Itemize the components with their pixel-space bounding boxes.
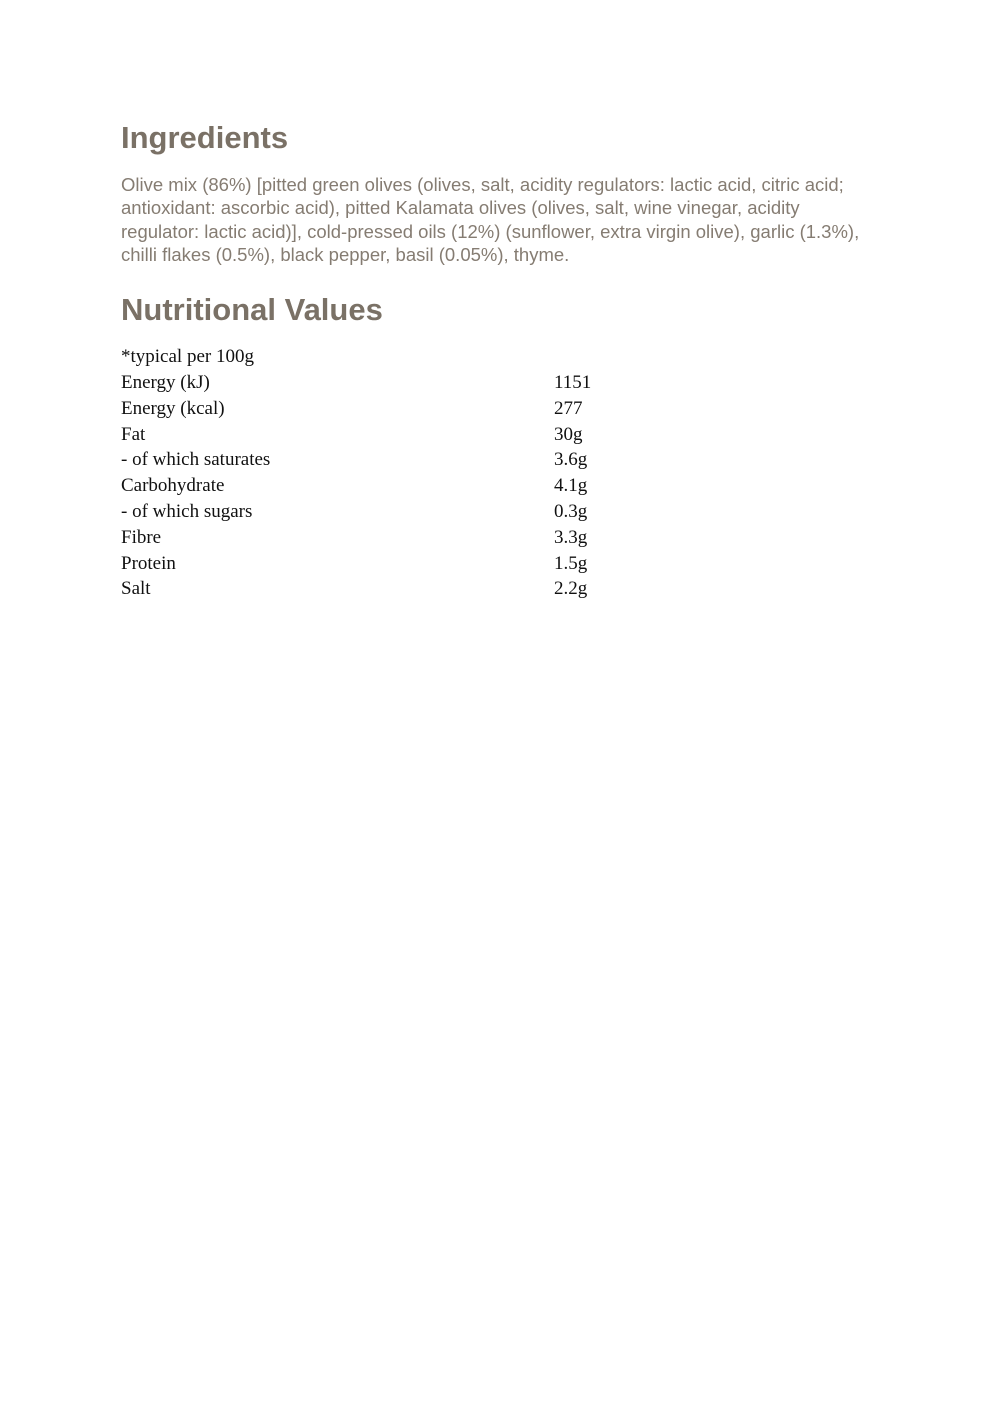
table-row — [121, 422, 881, 448]
nutrition-basis: *typical per 100g — [121, 346, 254, 368]
table-row — [121, 447, 881, 473]
table-row — [121, 525, 881, 551]
nutrient-label: Protein — [121, 552, 176, 574]
nutrient-value: 277 — [554, 397, 583, 419]
ingredients-text: Olive mix (86%) [pitted green olives (olives, salt, acidity regulators: lactic acid, citric acid; antioxidant: ascorbic acid), pitted Kalamata olives (olives, salt, wine vinegar, acidity regulator: lactic acid)], cold-pressed oils (12%) (sunflower, extra virgin olive), garlic (1.3%), chilli flakes (0.5%), black pepper, basil (0.05%), thyme. — [121, 174, 860, 265]
nutrition-basis-row — [121, 344, 881, 370]
nutrient-value: 3.6g — [554, 449, 588, 471]
nutrient-label: Fat — [121, 423, 146, 445]
nutrition-heading: Nutritional Values — [121, 292, 383, 328]
nutrient-label: - of which saturates — [121, 449, 271, 471]
ingredients-heading: Ingredients — [121, 120, 289, 155]
table-row — [121, 499, 881, 525]
nutrient-value: 0.3g — [554, 500, 588, 522]
table-row — [121, 551, 881, 577]
nutrient-value: 1151 — [554, 371, 592, 393]
nutrient-value: 1.5g — [554, 552, 588, 574]
table-row — [121, 396, 881, 422]
nutrient-value: 3.3g — [554, 526, 588, 548]
table-row — [121, 370, 881, 396]
table-row — [121, 473, 881, 499]
nutrient-label: Carbohydrate — [121, 475, 225, 497]
nutrient-label: Salt — [121, 578, 151, 600]
nutrient-value: 2.2g — [554, 578, 588, 600]
nutrient-value: 4.1g — [554, 475, 588, 497]
nutrient-value: 30g — [554, 423, 583, 445]
table-row — [121, 576, 881, 602]
nutrient-label: Energy (kcal) — [121, 397, 225, 419]
nutrient-label: - of which sugars — [121, 500, 253, 522]
document-page — [121, 118, 881, 602]
nutrient-label: Fibre — [121, 526, 162, 548]
nutrient-label: Energy (kJ) — [121, 371, 210, 393]
nutrition-table — [121, 344, 881, 602]
